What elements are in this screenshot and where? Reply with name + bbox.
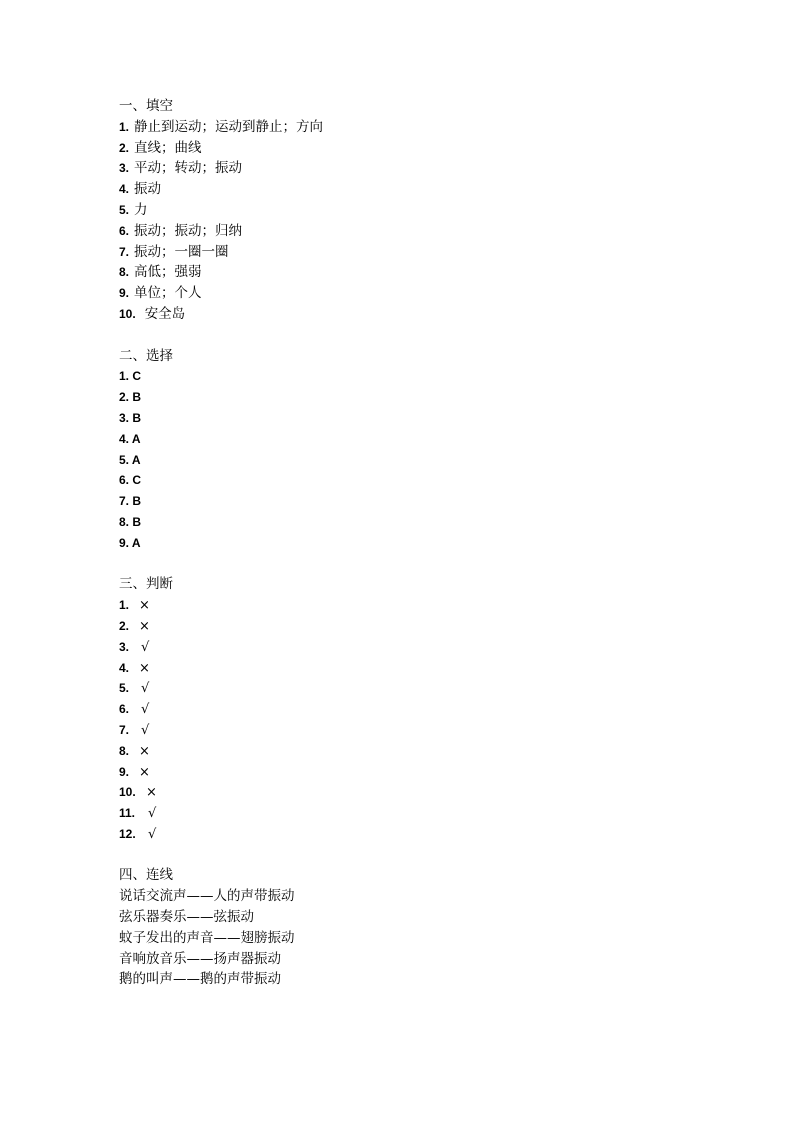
answer-line: 1. C	[119, 369, 142, 384]
section-title: 三、判断	[119, 576, 173, 593]
answer-line: 10. 安全岛	[119, 305, 186, 322]
answer-line: 3. √	[119, 639, 150, 655]
answer-line: 音响放音乐——扬声器振动	[119, 950, 281, 967]
answer-line: 1. ×	[119, 598, 150, 614]
answer-line: 9. ×	[119, 764, 150, 780]
answer-line: 7. B	[119, 494, 142, 509]
answer-line: 7. √	[119, 722, 150, 738]
answer-line: 5. A	[119, 452, 141, 467]
section-title: 一、填空	[119, 98, 173, 114]
section-judge	[119, 574, 719, 844]
answer-line: 4. 振动	[119, 181, 162, 198]
answer-line: 7. 振动；一圈一圈	[119, 243, 229, 260]
answer-line: 4. ×	[119, 660, 150, 676]
answer-line: 3. 平动；转动；振动	[119, 160, 243, 177]
answer-line: 说话交流声——人的声带振动	[119, 888, 295, 905]
answer-line: 8. ×	[119, 743, 150, 759]
answer-line: 6. √	[119, 702, 150, 718]
answer-line: 10. ×	[119, 785, 157, 801]
answer-line: 8. B	[119, 514, 142, 529]
answer-line: 2. ×	[119, 618, 150, 634]
answer-key	[119, 96, 719, 1011]
section-title: 二、选择	[119, 347, 173, 364]
section-matching	[119, 865, 719, 990]
answer-line: 6. 振动；振动；归纳	[119, 222, 243, 239]
answer-line: 鹅的叫声——鹅的声带振动	[119, 971, 281, 988]
answer-line: 4. A	[119, 431, 141, 446]
answer-line: 2. B	[119, 390, 142, 405]
section-title: 四、连线	[119, 867, 173, 884]
answer-line: 6. C	[119, 473, 142, 488]
answer-line: 2. 直线；曲线	[119, 139, 202, 156]
answer-line: 12. √	[119, 826, 157, 842]
answer-line: 3. B	[119, 410, 142, 425]
section-fill-blank	[119, 96, 719, 325]
answer-line: 蚊子发出的声音——翅膀振动	[119, 929, 295, 946]
answer-line: 9. A	[119, 535, 141, 550]
answer-line: 5. √	[119, 681, 150, 697]
section-choice	[119, 346, 719, 554]
answer-line: 1. 静止到运动；运动到静止；方向	[119, 118, 324, 135]
answer-line: 5. 力	[119, 201, 148, 218]
answer-line: 11. √	[119, 806, 157, 822]
answer-line: 9. 单位；个人	[119, 285, 202, 302]
answer-line: 弦乐器奏乐——弦振动	[119, 909, 254, 926]
answer-line: 8. 高低；强弱	[119, 264, 202, 281]
